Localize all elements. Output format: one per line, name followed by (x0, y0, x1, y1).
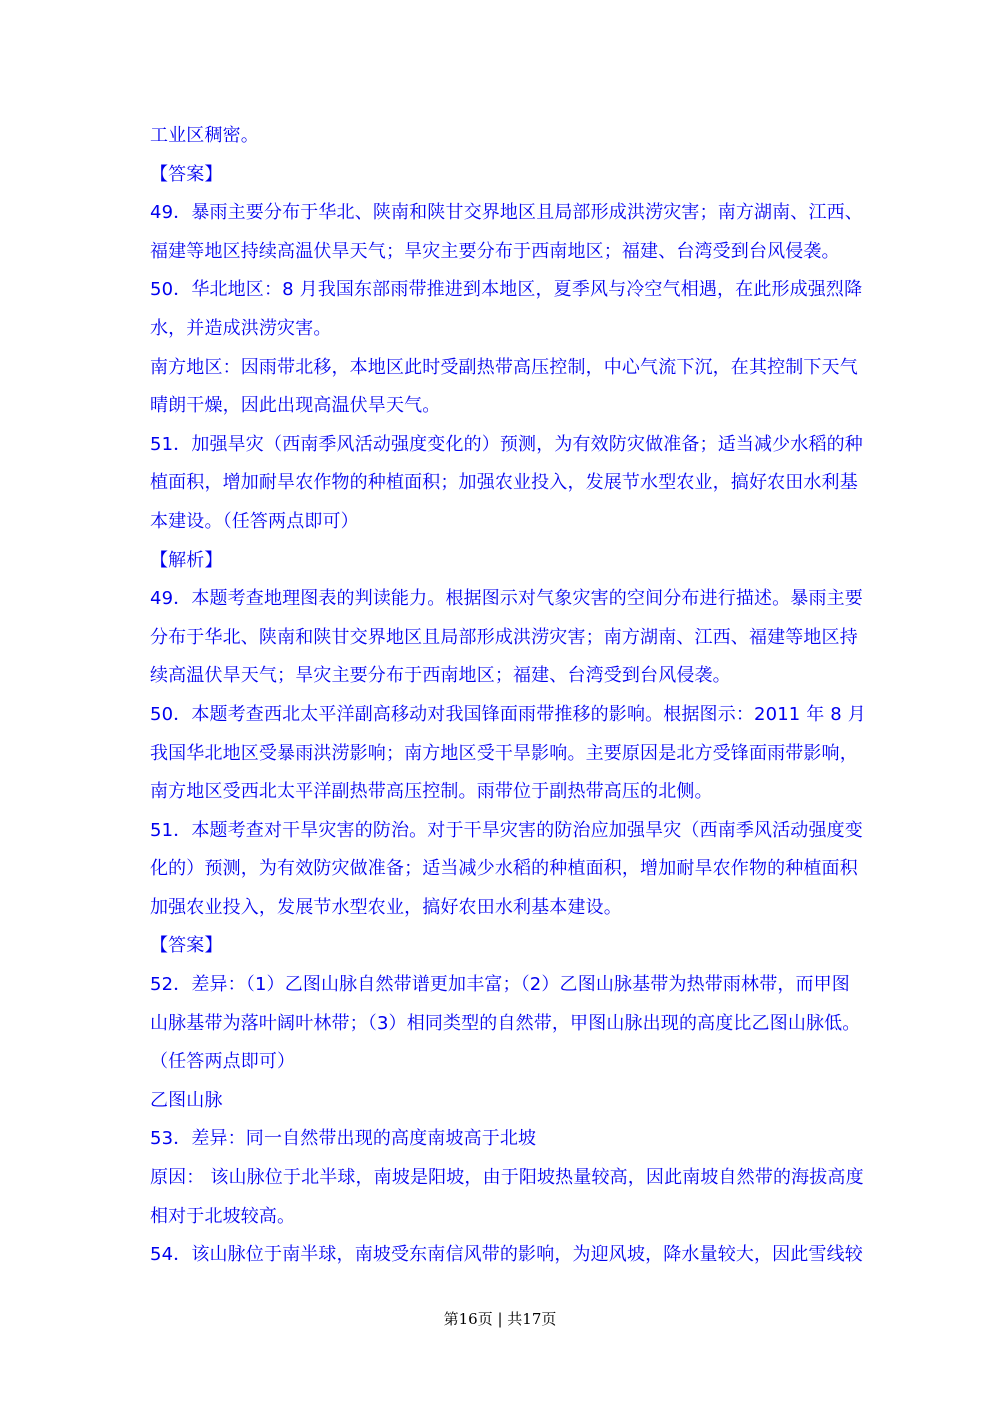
text-line: 分布于华北、陕南和陕甘交界地区且局部形成洪涝灾害；南方湖南、江西、福建等地区持 (150, 626, 858, 648)
text-line: 51．加强旱灾（西南季风活动强度变化的）预测，为有效防灾做准备；适当减少水稻的种 (150, 433, 863, 455)
text-line: 我国华北地区受暴雨洪涝影响；南方地区受干旱影响。主要原因是北方受锋面雨带影响， (150, 742, 858, 764)
text-line: 福建等地区持续高温伏旱天气；旱灾主要分布于西南地区；福建、台湾受到台风侵袭。 (150, 240, 840, 262)
text-line: 49．暴雨主要分布于华北、陕南和陕甘交界地区且局部形成洪涝灾害；南方湖南、江西、 (150, 202, 863, 224)
text-line: 续高温伏旱天气；旱灾主要分布于西南地区；福建、台湾受到台风侵袭。 (150, 665, 731, 687)
text-line: 51．本题考查对干旱灾害的防治。对于干旱灾害的防治应加强旱灾（西南季风活动强度变 (150, 819, 863, 841)
answer-heading: 【答案】 (150, 163, 223, 185)
text-line: 工业区稠密。 (150, 125, 259, 146)
text-line: 53．差异：同一自然带出现的高度南坡高于北坡 (150, 1128, 537, 1150)
page-number: 第16页 | 共17页 (443, 1310, 557, 1328)
text-line: 加强农业投入，发展节水型农业，搞好农田水利基本建设。 (150, 896, 622, 918)
analysis-heading: 【解析】 (150, 549, 223, 571)
answer-heading: 【答案】 (150, 935, 223, 957)
text-line: 49．本题考查地理图表的判读能力。根据图示对气象灾害的空间分布进行描述。暴雨主要 (150, 588, 863, 610)
text-line: 50．华北地区：8 月我国东部雨带推进到本地区，夏季风与冷空气相遇，在此形成强烈降 (150, 279, 863, 301)
page-footer (0, 1308, 1000, 1329)
text-line: 乙图山脉 (150, 1089, 223, 1111)
text-line: 54．该山脉位于南半球，南坡受东南信风带的影响，为迎风坡，降水量较大，因此雪线较 (150, 1244, 863, 1266)
text-line: 本建设。（任答两点即可） (150, 510, 359, 532)
text-line: 植面积，增加耐旱农作物的种植面积；加强农业投入，发展节水型农业，搞好农田水利基 (150, 472, 858, 494)
document-body (150, 117, 865, 1275)
text-line: （任答两点即可） (150, 1051, 296, 1073)
text-line: 50．本题考查西北太平洋副高移动对我国锋面雨带推移的影响。根据图示：2011 年 8 月 (150, 703, 866, 725)
text-line: 52．差异：（1）乙图山脉自然带谱更加丰富；（2）乙图山脉基带为热带雨林带，而甲图 (150, 974, 850, 996)
text-line: 水，并造成洪涝灾害。 (150, 317, 332, 339)
text-line: 晴朗干燥，因此出现高温伏旱天气。 (150, 395, 441, 417)
text-line: 南方地区：因雨带北移，本地区此时受副热带高压控制，中心气流下沉，在其控制下天气 (150, 356, 858, 378)
text-line: 相对于北坡较高。 (150, 1205, 296, 1227)
text-line: 化的）预测，为有效防灾做准备；适当减少水稻的种植面积，增加耐旱农作物的种植面积 (150, 858, 858, 880)
text-line: 山脉基带为落叶阔叶林带；（3）相同类型的自然带，甲图山脉出现的高度比乙图山脉低。 (150, 1012, 861, 1034)
text-line: 南方地区受西北太平洋副热带高压控制。雨带位于副热带高压的北侧。 (150, 781, 713, 803)
text-line: 原因： 该山脉位于北半球，南坡是阳坡，由于阳坡热量较高，因此南坡自然带的海拔高度 (150, 1167, 864, 1189)
